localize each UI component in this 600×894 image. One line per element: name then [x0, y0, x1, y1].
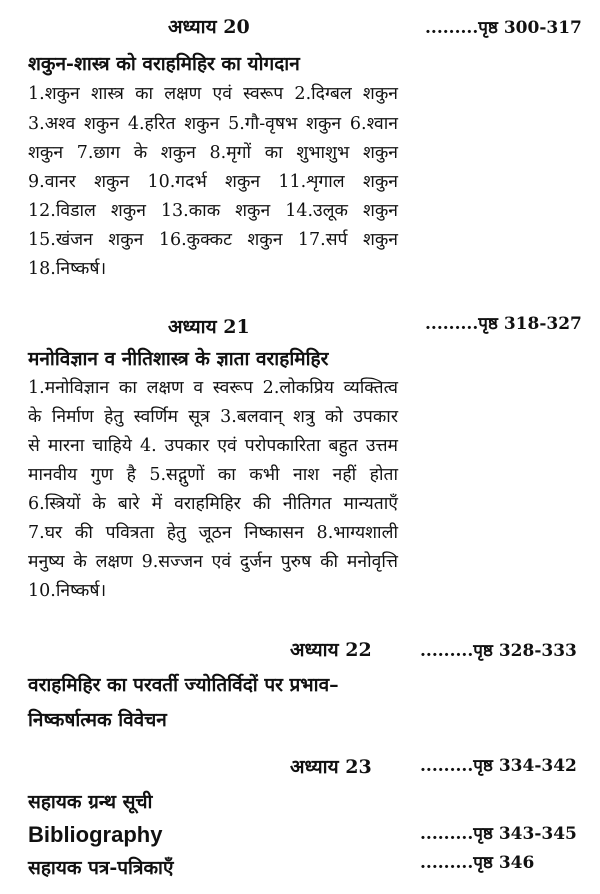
chapter-20-page-range: .........पृष्ठ 300-317: [425, 18, 582, 38]
chapter-21-page-range: .........पृष्ठ 318-327: [425, 314, 582, 334]
chapter-21-heading: अध्याय 21: [168, 316, 250, 338]
chapter-21-line: मानवीय गुण है 5.सद्गुणों का कभी नाश नहीं होता: [28, 465, 398, 485]
bibliography-page-range: .........पृष्ठ 343-345: [420, 824, 577, 844]
chapter-22-page-range: .........पृष्ठ 328-333: [420, 641, 577, 661]
chapter-23-page-range: .........पृष्ठ 334-342: [420, 756, 577, 776]
chapter-21-line: के निर्माण हेतु स्वर्णिम सूत्र 3.बलवान् शत्रु को उपकार: [28, 407, 398, 427]
chapter-20-line: 9.वानर शकुन 10.गदर्भ शकुन 11.शृगाल शकुन: [28, 172, 398, 192]
chapter-21-line: मनुष्य के लक्षण 9.सज्जन एवं दुर्जन पुरुष की मनोवृत्ति: [28, 552, 398, 572]
chapter-23-title: सहायक ग्रन्थ सूची: [28, 791, 153, 813]
chapter-21-line: 10.निष्कर्ष।: [28, 581, 107, 601]
chapter-22-heading: अध्याय 22: [290, 639, 372, 661]
chapter-22-title: निष्कर्षात्मक विवेचन: [28, 709, 167, 731]
chapter-21-line: 6.स्त्रियों के बारे में वराहमिहिर की नीतिगत मान्यताएँ: [28, 494, 398, 514]
chapter-20-line: 12.विडाल शकुन 13.काक शकुन 14.उलूक शकुन: [28, 201, 398, 221]
chapter-21-line: 7.घर की पवित्रता हेतु जूठन निष्कासन 8.भाग्यशाली: [28, 523, 398, 543]
chapter-20-line: 3.अश्व शकुन 4.हरित शकुन 5.गौ-वृषभ शकुन 6.श्वान: [28, 114, 398, 134]
chapter-23-heading: अध्याय 23: [290, 756, 372, 778]
chapter-21-line: 1.मनोविज्ञान का लक्षण व स्वरूप 2.लोकप्रिय व्यक्तित्व: [28, 378, 398, 398]
chapter-21-line: से मारना चाहिये 4. उपकार एवं परोपकारिता बहुत उत्तम: [28, 436, 398, 456]
chapter-20-line: शकुन 7.छाग के शकुन 8.मृगों का शुभाशुभ शकुन: [28, 143, 398, 163]
chapter-20-line: 18.निष्कर्ष।: [28, 259, 107, 279]
chapter-22-title: वराहमिहिर का परवर्ती ज्योतिर्विदों पर प्रभाव–: [28, 674, 339, 696]
chapter-20-title: शकुन-शास्त्र को वराहमिहिर का योगदान: [28, 53, 300, 75]
journals-label: सहायक पत्र-पत्रिकाएँ: [28, 857, 174, 879]
journals-page-range: .........पृष्ठ 346: [420, 853, 535, 873]
chapter-21-title: मनोविज्ञान व नीतिशास्त्र के ज्ञाता वराहमिहिर: [28, 348, 329, 370]
bibliography-label: Bibliography: [28, 822, 163, 847]
chapter-20-line: 15.खंजन शकुन 16.कुक्कट शकुन 17.सर्प शकुन: [28, 230, 398, 250]
chapter-20-heading: अध्याय 20: [168, 16, 250, 38]
chapter-20-line: 1.शकुन शास्त्र का लक्षण एवं स्वरूप 2.दिग्बल शकुन: [28, 84, 398, 104]
